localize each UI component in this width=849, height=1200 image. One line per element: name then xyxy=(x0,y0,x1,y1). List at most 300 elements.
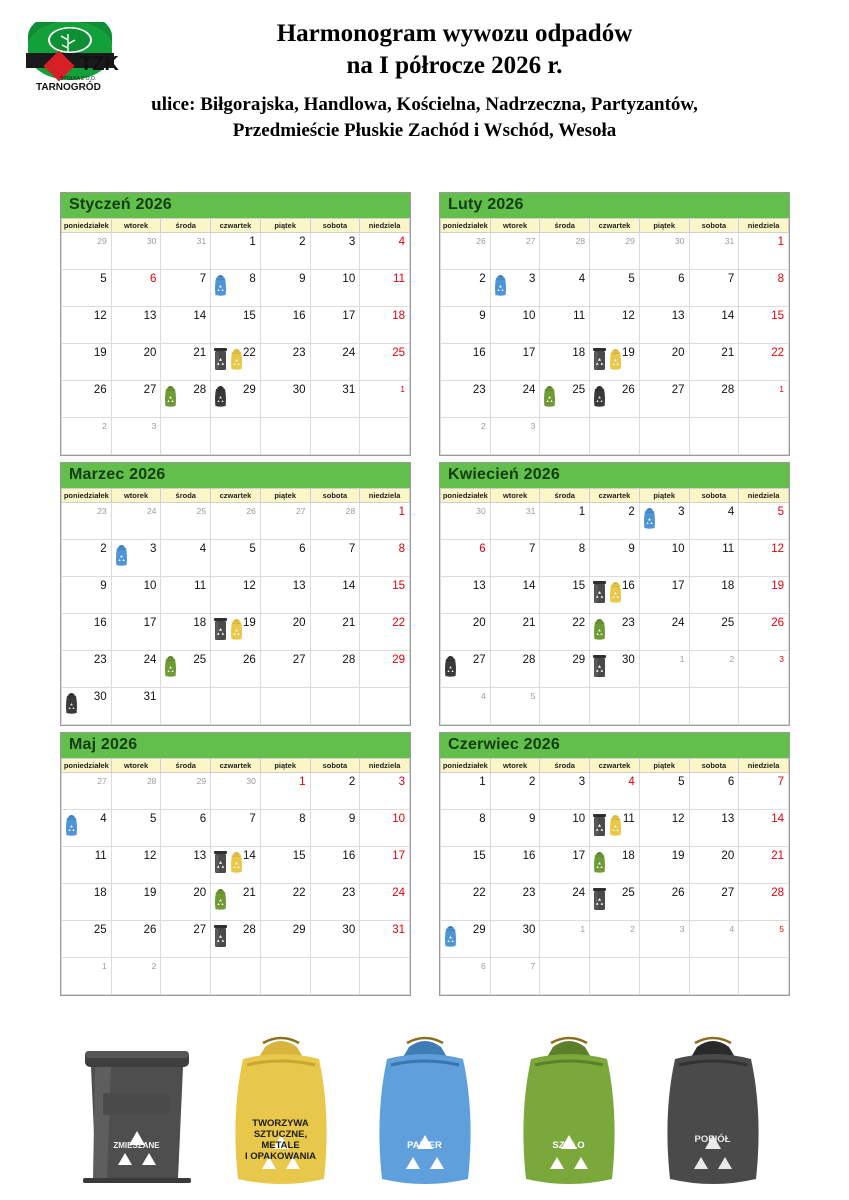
waste-paper-icon xyxy=(443,923,458,949)
day-cell xyxy=(540,233,590,270)
day-cell xyxy=(161,381,211,418)
day-number: 5 xyxy=(100,273,107,285)
week-row xyxy=(62,381,410,418)
day-cell xyxy=(639,381,689,418)
day-cell xyxy=(62,688,112,725)
day-number: 17 xyxy=(342,310,356,322)
waste-mixed-icon xyxy=(592,346,607,372)
day-cell xyxy=(260,381,310,418)
day-cell xyxy=(490,540,540,577)
weekday-header-row xyxy=(62,759,410,773)
day-number: 27 xyxy=(721,887,735,899)
day-number: 31 xyxy=(143,691,157,703)
day-cell xyxy=(310,577,360,614)
collection-icons xyxy=(64,690,79,716)
day-number: 9 xyxy=(628,543,635,555)
day-number: 4 xyxy=(199,543,207,555)
week-row xyxy=(441,688,789,725)
day-cell xyxy=(62,921,112,958)
day-cell xyxy=(739,614,789,651)
legend-label-plastic: TWORZYWA SZTUCZNE, METALE I OPAKOWANIA xyxy=(244,1118,317,1162)
legend-item-ash xyxy=(654,1035,772,1185)
day-cell xyxy=(310,270,360,307)
day-number: 4 xyxy=(578,273,586,285)
weekday-header-row xyxy=(441,219,789,233)
day-cell xyxy=(639,577,689,614)
week-row xyxy=(441,773,789,810)
day-cell xyxy=(62,233,112,270)
day-cell xyxy=(360,773,410,810)
day-number: 20 xyxy=(472,617,486,629)
day-cell xyxy=(689,307,739,344)
day-cell xyxy=(62,577,112,614)
day-cell xyxy=(111,503,161,540)
day-cell xyxy=(260,884,310,921)
waste-plastic-icon xyxy=(229,616,244,642)
day-number: 26 xyxy=(243,654,256,666)
weekday-header-6: sobota xyxy=(310,489,360,503)
day-number: 12 xyxy=(771,543,784,555)
day-cell-empty xyxy=(260,688,310,725)
day-number: 8 xyxy=(777,273,784,285)
day-cell xyxy=(310,540,360,577)
day-number: 31 xyxy=(196,236,207,246)
day-cell xyxy=(62,773,112,810)
legend-item-mixed xyxy=(78,1035,196,1185)
day-number: 28 xyxy=(345,506,356,516)
weekday-header-2: wtorek xyxy=(111,759,161,773)
day-number: 19 xyxy=(243,617,256,629)
day-cell xyxy=(441,270,491,307)
day-number: 6 xyxy=(727,776,735,788)
collection-icons xyxy=(592,653,607,679)
day-number: 27 xyxy=(97,776,107,786)
day-cell xyxy=(590,540,640,577)
day-cell xyxy=(211,651,261,688)
day-number: 27 xyxy=(296,506,306,516)
day-number: 13 xyxy=(143,310,157,322)
day-cell xyxy=(111,773,161,810)
weekday-header-2: wtorek xyxy=(111,489,161,503)
weekday-header-1: poniedziałek xyxy=(441,489,491,503)
page-subtitle-line2: Przedmieście Płuskie Zachód i Wschód, Wesoła xyxy=(232,119,617,141)
day-cell-empty xyxy=(360,688,410,725)
day-number: 18 xyxy=(193,617,207,629)
day-cell xyxy=(161,540,211,577)
weekday-header-4: czwartek xyxy=(211,489,261,503)
day-number: 23 xyxy=(292,347,306,359)
month-title: Styczeń 2026 xyxy=(61,193,410,218)
collection-icons xyxy=(592,886,607,912)
svg-text:TZK: TZK xyxy=(80,53,119,75)
day-cell xyxy=(161,810,211,847)
day-cell-empty xyxy=(739,418,789,455)
day-number: 6 xyxy=(150,273,157,285)
day-cell xyxy=(490,307,540,344)
day-number: 19 xyxy=(622,347,635,359)
day-cell xyxy=(310,651,360,688)
day-number: 8 xyxy=(479,813,486,825)
day-cell xyxy=(62,503,112,540)
day-cell xyxy=(360,381,410,418)
day-number: 15 xyxy=(292,850,306,862)
week-row xyxy=(62,540,410,577)
day-cell xyxy=(260,503,310,540)
weekday-header-1: poniedziałek xyxy=(62,759,112,773)
day-cell xyxy=(739,540,789,577)
day-cell-empty xyxy=(590,688,640,725)
day-number: 11 xyxy=(573,310,586,322)
day-cell xyxy=(211,810,261,847)
day-cell xyxy=(111,921,161,958)
waste-mixed-icon xyxy=(213,616,228,642)
day-cell xyxy=(441,688,491,725)
weekday-header-7: niedziela xyxy=(360,759,410,773)
page-subtitle xyxy=(40,92,809,143)
day-number: 19 xyxy=(93,347,107,359)
day-cell xyxy=(540,344,590,381)
day-number: 9 xyxy=(100,580,107,592)
day-number: 18 xyxy=(93,887,107,899)
day-number: 8 xyxy=(578,543,586,555)
weekday-header-5: piątek xyxy=(260,489,310,503)
day-cell xyxy=(590,577,640,614)
day-cell xyxy=(540,810,590,847)
day-number: 11 xyxy=(94,850,107,862)
week-row xyxy=(441,921,789,958)
waste-mixed-icon xyxy=(213,849,228,875)
week-row xyxy=(62,418,410,455)
day-cell xyxy=(161,614,211,651)
day-number: 27 xyxy=(525,236,536,246)
day-cell xyxy=(540,540,590,577)
weekday-header-7: niedziela xyxy=(360,489,410,503)
day-cell xyxy=(211,503,261,540)
day-cell xyxy=(689,503,739,540)
day-number: 25 xyxy=(193,654,207,666)
day-number: 1 xyxy=(249,236,256,248)
day-number: 5 xyxy=(678,776,685,788)
day-cell xyxy=(739,810,789,847)
day-number: 5 xyxy=(777,506,784,518)
day-number: 17 xyxy=(392,850,405,862)
weekday-header-4: czwartek xyxy=(211,219,261,233)
day-number: 16 xyxy=(522,850,536,862)
day-cell xyxy=(441,651,491,688)
day-cell xyxy=(490,344,540,381)
day-cell xyxy=(360,847,410,884)
page-header xyxy=(0,0,849,143)
day-number: 4 xyxy=(480,691,486,701)
day-cell xyxy=(540,577,590,614)
day-number: 16 xyxy=(622,580,635,592)
week-row xyxy=(62,921,410,958)
day-number: 13 xyxy=(671,310,685,322)
day-number: 17 xyxy=(522,347,536,359)
day-number: 12 xyxy=(671,813,685,825)
day-cell xyxy=(639,540,689,577)
month-card xyxy=(439,732,790,996)
day-cell-empty xyxy=(739,688,789,725)
day-cell xyxy=(111,810,161,847)
day-number: 3 xyxy=(578,776,586,788)
day-cell xyxy=(639,344,689,381)
day-number: 22 xyxy=(392,617,405,629)
day-number: 1 xyxy=(578,506,586,518)
day-cell-empty xyxy=(260,418,310,455)
day-number: 5 xyxy=(249,543,256,555)
day-cell xyxy=(211,773,261,810)
day-number: 18 xyxy=(572,347,586,359)
weekday-header-5: piątek xyxy=(639,219,689,233)
day-number: 19 xyxy=(143,887,157,899)
day-cell xyxy=(590,270,640,307)
day-number: 6 xyxy=(199,813,207,825)
week-row xyxy=(62,688,410,725)
day-cell xyxy=(590,381,640,418)
svg-text:SPÓŁKA Z O.O.: SPÓŁKA Z O.O. xyxy=(60,76,97,82)
week-row xyxy=(62,344,410,381)
day-cell xyxy=(62,810,112,847)
svg-text:TARNOGRÓD: TARNOGRÓD xyxy=(36,82,101,93)
day-cell xyxy=(62,847,112,884)
day-cell xyxy=(111,884,161,921)
day-number: 21 xyxy=(342,617,356,629)
day-cell xyxy=(111,614,161,651)
weekday-header-5: piątek xyxy=(260,219,310,233)
weekday-header-2: wtorek xyxy=(490,219,540,233)
day-number: 7 xyxy=(348,543,356,555)
day-cell xyxy=(211,307,261,344)
day-number: 7 xyxy=(777,776,784,788)
day-cell xyxy=(161,884,211,921)
day-number: 3 xyxy=(530,421,536,431)
weekday-header-2: wtorek xyxy=(111,219,161,233)
waste-paper-icon xyxy=(64,812,79,838)
day-cell xyxy=(540,307,590,344)
day-cell xyxy=(111,270,161,307)
day-number: 30 xyxy=(93,691,107,703)
weekday-header-1: poniedziałek xyxy=(441,219,491,233)
day-number: 6 xyxy=(678,273,685,285)
day-number: 18 xyxy=(721,580,735,592)
day-number: 26 xyxy=(771,617,784,629)
day-number: 7 xyxy=(249,813,256,825)
day-cell xyxy=(739,233,789,270)
day-number: 20 xyxy=(193,887,207,899)
day-cell xyxy=(590,847,640,884)
day-cell-empty xyxy=(211,688,261,725)
day-number: 29 xyxy=(625,236,635,246)
day-cell xyxy=(260,577,310,614)
legend-label-paper: PAPIER xyxy=(407,1140,442,1151)
waste-plastic-icon xyxy=(229,849,244,875)
day-number: 18 xyxy=(392,310,405,322)
page-title-line2: na I półrocze 2026 r. xyxy=(346,52,563,79)
day-number: 21 xyxy=(771,850,784,862)
day-number: 11 xyxy=(393,273,405,285)
day-cell xyxy=(62,381,112,418)
waste-glass-icon xyxy=(592,616,607,642)
day-cell xyxy=(161,344,211,381)
day-number: 20 xyxy=(292,617,306,629)
day-cell xyxy=(689,540,739,577)
day-number: 1 xyxy=(400,384,405,394)
day-number: 1 xyxy=(777,236,784,248)
weekday-header-row xyxy=(62,219,410,233)
day-number: 30 xyxy=(675,236,685,246)
day-cell xyxy=(310,344,360,381)
waste-glass-icon xyxy=(163,383,178,409)
day-cell-empty xyxy=(211,418,261,455)
week-row xyxy=(441,418,789,455)
waste-paper-icon xyxy=(493,272,508,298)
day-number: 24 xyxy=(522,384,536,396)
day-cell xyxy=(490,773,540,810)
day-cell xyxy=(260,540,310,577)
day-cell xyxy=(211,921,261,958)
collection-icons xyxy=(213,383,228,409)
day-number: 31 xyxy=(724,236,735,246)
day-cell xyxy=(62,651,112,688)
waste-ash-icon xyxy=(443,653,458,679)
day-number: 21 xyxy=(522,617,536,629)
day-number: 29 xyxy=(572,654,586,666)
day-cell-empty xyxy=(639,688,689,725)
day-number: 3 xyxy=(151,421,157,431)
day-cell xyxy=(310,233,360,270)
day-number: 1 xyxy=(779,384,784,394)
day-cell xyxy=(739,847,789,884)
waste-glass-icon xyxy=(213,886,228,912)
waste-mixed-icon xyxy=(592,579,607,605)
day-number: 19 xyxy=(771,580,784,592)
month-title: Czerwiec 2026 xyxy=(440,733,789,758)
day-cell xyxy=(639,233,689,270)
weekday-header-7: niedziela xyxy=(739,489,789,503)
day-cell xyxy=(739,344,789,381)
day-number: 2 xyxy=(151,961,157,971)
day-cell xyxy=(62,614,112,651)
day-cell xyxy=(540,614,590,651)
week-row xyxy=(62,810,410,847)
day-cell xyxy=(360,344,410,381)
collection-icons xyxy=(64,812,79,838)
day-cell xyxy=(310,847,360,884)
day-number: 30 xyxy=(476,506,486,516)
waste-mixed-icon xyxy=(592,886,607,912)
day-cell xyxy=(161,233,211,270)
day-cell xyxy=(441,307,491,344)
day-cell-empty xyxy=(310,418,360,455)
week-row xyxy=(62,847,410,884)
week-row xyxy=(441,577,789,614)
waste-glass-icon xyxy=(592,849,607,875)
day-number: 5 xyxy=(628,273,635,285)
day-cell xyxy=(590,614,640,651)
day-cell xyxy=(62,344,112,381)
collection-icons xyxy=(163,653,178,679)
day-number: 2 xyxy=(101,421,107,431)
day-number: 1 xyxy=(299,776,306,788)
day-cell xyxy=(689,614,739,651)
day-number: 2 xyxy=(299,236,306,248)
day-cell xyxy=(360,540,410,577)
day-cell xyxy=(639,307,689,344)
day-number: 3 xyxy=(678,506,685,518)
day-number: 27 xyxy=(143,384,157,396)
day-number: 26 xyxy=(143,924,157,936)
waste-glass-icon xyxy=(163,653,178,679)
day-cell xyxy=(161,773,211,810)
week-row xyxy=(62,773,410,810)
day-number: 5 xyxy=(530,691,536,701)
day-cell-empty xyxy=(161,418,211,455)
page-subtitle-line1: ulice: Biłgorajska, Handlowa, Kościelna, Nadrzeczna, Partyzantów, xyxy=(151,94,698,115)
day-number: 17 xyxy=(671,580,685,592)
waste-type-legend xyxy=(0,985,849,1185)
day-cell xyxy=(490,651,540,688)
day-cell xyxy=(540,884,590,921)
legend-label-ash: POPIÓŁ xyxy=(694,1134,731,1145)
day-cell xyxy=(540,381,590,418)
day-number: 23 xyxy=(97,506,107,516)
weekday-header-7: niedziela xyxy=(739,759,789,773)
day-cell xyxy=(590,921,640,958)
day-cell xyxy=(260,651,310,688)
day-number: 16 xyxy=(292,310,306,322)
day-cell-empty xyxy=(639,418,689,455)
day-number: 25 xyxy=(572,384,586,396)
day-number: 31 xyxy=(392,924,405,936)
month-title: Kwiecień 2026 xyxy=(440,463,789,488)
weekday-header-4: czwartek xyxy=(211,759,261,773)
day-cell xyxy=(360,270,410,307)
day-number: 25 xyxy=(93,924,107,936)
day-number: 22 xyxy=(572,617,586,629)
day-number: 2 xyxy=(729,654,735,664)
day-number: 9 xyxy=(299,273,306,285)
day-cell xyxy=(590,307,640,344)
day-number: 10 xyxy=(342,273,356,285)
day-number: 27 xyxy=(193,924,207,936)
day-cell xyxy=(639,810,689,847)
day-number: 30 xyxy=(246,776,256,786)
day-cell xyxy=(161,651,211,688)
day-cell xyxy=(211,577,261,614)
day-number: 3 xyxy=(398,776,405,788)
day-number: 2 xyxy=(630,924,635,934)
weekday-header-row xyxy=(441,759,789,773)
day-cell xyxy=(441,577,491,614)
day-number: 1 xyxy=(679,654,685,664)
day-number: 23 xyxy=(522,887,536,899)
day-number: 27 xyxy=(292,654,306,666)
day-number: 1 xyxy=(580,924,586,934)
waste-glass-icon xyxy=(542,383,557,409)
day-cell xyxy=(360,307,410,344)
day-cell xyxy=(490,418,540,455)
day-number: 24 xyxy=(342,347,356,359)
day-cell xyxy=(689,884,739,921)
collection-icons xyxy=(592,346,623,372)
weekday-header-3: środa xyxy=(540,489,590,503)
day-number: 27 xyxy=(472,654,486,666)
day-number: 8 xyxy=(299,813,306,825)
day-cell xyxy=(490,503,540,540)
day-cell xyxy=(260,921,310,958)
day-cell xyxy=(490,614,540,651)
